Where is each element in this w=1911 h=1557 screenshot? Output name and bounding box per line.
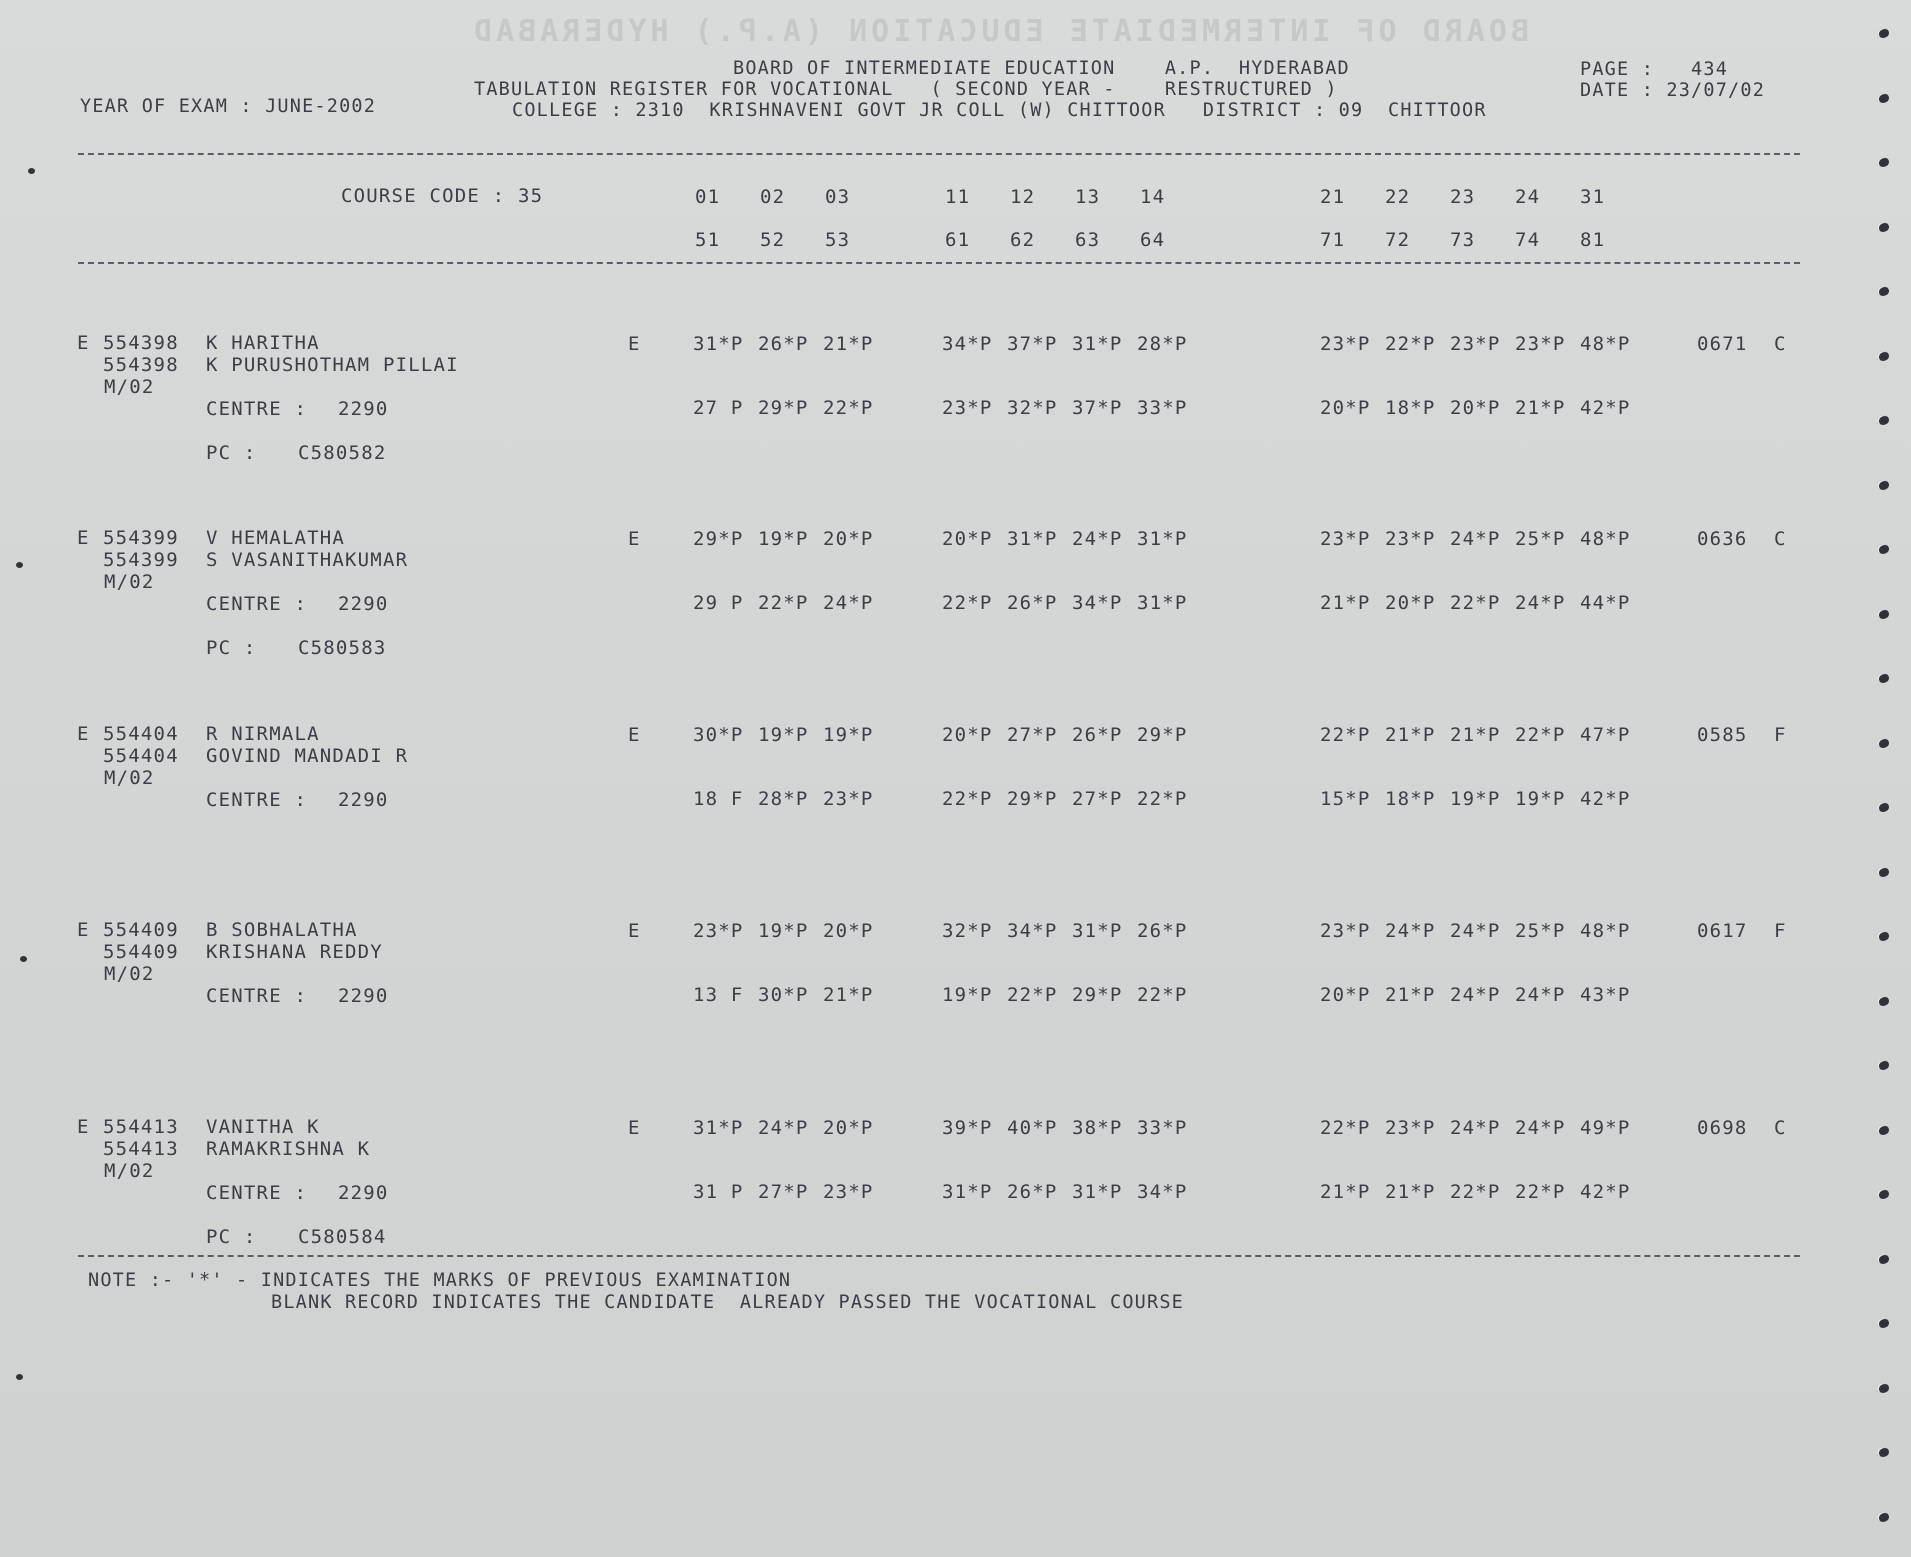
mark-cell: 24*P <box>823 592 874 614</box>
record-prefix: E <box>77 332 90 354</box>
mark-cell: 22*P <box>1137 984 1188 1006</box>
mark-cell: 20*P <box>1450 397 1501 419</box>
mark-cell: 21*P <box>1385 1181 1436 1203</box>
mark-cell: 18 F <box>693 788 744 810</box>
mark-cell: 26*P <box>1007 592 1058 614</box>
centre-code: 2290 <box>338 398 389 420</box>
feed-hole <box>1877 286 1889 296</box>
feed-hole <box>1877 1060 1889 1070</box>
course-code-cell: 61 <box>945 229 971 251</box>
mark-cell: 31*P <box>693 1117 744 1139</box>
total-marks: 0671 <box>1697 333 1748 355</box>
centre-label: CENTRE : <box>206 398 308 420</box>
roll-number: 554413 <box>103 1116 179 1138</box>
centre-code: 2290 <box>338 985 389 1007</box>
pc-label: PC : <box>206 637 257 659</box>
divider-line <box>78 1255 1800 1257</box>
total-marks: 0617 <box>1697 920 1748 942</box>
roll-number-repeat: 554413 <box>103 1138 179 1160</box>
record-prefix: E <box>77 1116 90 1138</box>
result-code: C <box>1774 528 1787 550</box>
course-code-cell: 22 <box>1385 186 1411 208</box>
mark-cell: 19*P <box>758 724 809 746</box>
note-line-1: NOTE :- '*' - INDICATES THE MARKS OF PREVIOUS EXAMINATION <box>88 1270 792 1291</box>
feed-hole <box>1877 157 1889 167</box>
page-number: PAGE : 434 <box>1580 59 1729 80</box>
mark-cell: 24*P <box>758 1117 809 1139</box>
binding-hole <box>28 168 35 174</box>
mark-cell: 22*P <box>758 592 809 614</box>
course-code-cell: 21 <box>1320 186 1346 208</box>
binding-hole <box>20 956 27 962</box>
feed-hole <box>1877 673 1889 683</box>
result-code: C <box>1774 1117 1787 1139</box>
course-code-cell: 13 <box>1075 186 1101 208</box>
course-code-cell: 24 <box>1515 186 1541 208</box>
mark-cell: 33*P <box>1137 1117 1188 1139</box>
result-code: F <box>1774 920 1787 942</box>
mark-cell: 31*P <box>1072 920 1123 942</box>
mark-cell: 21*P <box>1385 984 1436 1006</box>
mark-cell: 21*P <box>1450 724 1501 746</box>
mark-cell: 15*P <box>1320 788 1371 810</box>
mark-cell: 21*P <box>823 333 874 355</box>
feed-hole <box>1877 802 1889 812</box>
mark-cell: 20*P <box>1320 984 1371 1006</box>
course-code-cell: 72 <box>1385 229 1411 251</box>
centre-label: CENTRE : <box>206 1182 308 1204</box>
mark-cell: 29*P <box>758 397 809 419</box>
course-code-cell: 62 <box>1010 229 1036 251</box>
feed-hole <box>1877 738 1889 748</box>
mark-cell: 20*P <box>942 724 993 746</box>
mark-cell: 48*P <box>1580 528 1631 550</box>
candidate-name: VANITHA K <box>206 1116 320 1138</box>
mark-cell: 27*P <box>758 1181 809 1203</box>
mark-cell: 43*P <box>1580 984 1631 1006</box>
roll-number: 554404 <box>103 723 179 745</box>
mark-cell: 22*P <box>1450 1181 1501 1203</box>
mark-cell: 37*P <box>1007 333 1058 355</box>
record-prefix: E <box>77 723 90 745</box>
college-line: COLLEGE : 2310 KRISHNAVENI GOVT JR COLL (W) CHITTOOR DISTRICT : 09 CHITTOOR <box>512 100 1487 121</box>
candidate-name: K HARITHA <box>206 332 320 354</box>
bleed-through-text: BOARD OF INTERMEDIATE EDUCATION (A.P.) HYDERABAD <box>470 14 1529 49</box>
mark-cell: 22*P <box>1450 592 1501 614</box>
mark-cell: 22*P <box>1385 333 1436 355</box>
course-code-cell: 12 <box>1010 186 1036 208</box>
course-code-cell: 02 <box>760 186 786 208</box>
roll-number-repeat: 554399 <box>103 549 179 571</box>
mark-cell: 19*P <box>942 984 993 1006</box>
roll-number-repeat: 554409 <box>103 941 179 963</box>
mark-cell: 22*P <box>1137 788 1188 810</box>
result-code: C <box>1774 333 1787 355</box>
course-code-cell: 64 <box>1140 229 1166 251</box>
course-code-cell: 11 <box>945 186 971 208</box>
mark-cell: 27*P <box>1007 724 1058 746</box>
father-name: RAMAKRISHNA K <box>206 1138 371 1160</box>
feed-hole <box>1877 1383 1889 1393</box>
mark-cell: 27 P <box>693 397 744 419</box>
record-prefix: E <box>77 919 90 941</box>
mark-cell: 18*P <box>1385 397 1436 419</box>
mark-cell: 24*P <box>1450 528 1501 550</box>
mark-cell: 42*P <box>1580 1181 1631 1203</box>
binding-hole <box>16 1374 23 1380</box>
mark-cell: 37*P <box>1072 397 1123 419</box>
mark-cell: 25*P <box>1515 920 1566 942</box>
course-code-cell: 81 <box>1580 229 1606 251</box>
mark-cell: 20*P <box>823 1117 874 1139</box>
mark-cell: 33*P <box>1137 397 1188 419</box>
mark-cell: 29*P <box>1007 788 1058 810</box>
mark-cell: 38*P <box>1072 1117 1123 1139</box>
mark-cell: 24*P <box>1072 528 1123 550</box>
board-title: BOARD OF INTERMEDIATE EDUCATION A.P. HYDERABAD <box>733 58 1350 79</box>
centre-label: CENTRE : <box>206 985 308 1007</box>
month-year: M/02 <box>104 376 155 398</box>
feed-hole <box>1877 931 1889 941</box>
mark-cell: 23*P <box>1450 333 1501 355</box>
father-name: K PURUSHOTHAM PILLAI <box>206 354 459 376</box>
mark-cell: 39*P <box>942 1117 993 1139</box>
mark-cell: 28*P <box>1137 333 1188 355</box>
year-of-exam: YEAR OF EXAM : JUNE-2002 <box>80 96 377 117</box>
mark-cell: 21*P <box>1385 724 1436 746</box>
mark-cell: 32*P <box>942 920 993 942</box>
mark-cell: 26*P <box>1072 724 1123 746</box>
mark-cell: 22*P <box>1007 984 1058 1006</box>
course-code-cell: 52 <box>760 229 786 251</box>
mark-cell: 31*P <box>1137 592 1188 614</box>
candidate-name: V HEMALATHA <box>206 527 346 549</box>
course-code-cell: 71 <box>1320 229 1346 251</box>
mark-cell: 34*P <box>942 333 993 355</box>
pc-number: C580584 <box>298 1226 387 1248</box>
mark-cell: 47*P <box>1580 724 1631 746</box>
mark-cell: 22*P <box>823 397 874 419</box>
mark-cell: 24*P <box>1515 984 1566 1006</box>
print-date: DATE : 23/07/02 <box>1580 80 1766 101</box>
mark-cell: 24*P <box>1515 1117 1566 1139</box>
feed-hole <box>1877 1254 1889 1264</box>
binding-hole <box>16 562 23 568</box>
mark-cell: 49*P <box>1580 1117 1631 1139</box>
course-code: COURSE CODE : 35 <box>341 185 544 207</box>
mark-cell: 29*P <box>693 528 744 550</box>
mark-cell: 42*P <box>1580 397 1631 419</box>
result-code: F <box>1774 724 1787 746</box>
mark-cell: 29 P <box>693 592 744 614</box>
month-year: M/02 <box>104 1160 155 1182</box>
mark-cell: 25*P <box>1515 528 1566 550</box>
mark-cell: 22*P <box>942 592 993 614</box>
month-year: M/02 <box>104 767 155 789</box>
mark-cell: 26*P <box>758 333 809 355</box>
mark-cell: 31*P <box>1007 528 1058 550</box>
centre-code: 2290 <box>338 1182 389 1204</box>
mark-cell: 24*P <box>1450 1117 1501 1139</box>
mark-cell: 22*P <box>1320 724 1371 746</box>
feed-hole <box>1877 93 1889 103</box>
register-title: TABULATION REGISTER FOR VOCATIONAL ( SECOND YEAR - RESTRUCTURED ) <box>474 79 1338 100</box>
mark-cell: 18*P <box>1385 788 1436 810</box>
mark-cell: 22*P <box>1515 1181 1566 1203</box>
divider-line <box>78 262 1800 264</box>
feed-hole <box>1877 480 1889 490</box>
course-code-cell: 31 <box>1580 186 1606 208</box>
centre-label: CENTRE : <box>206 593 308 615</box>
mark-cell: 22*P <box>1320 1117 1371 1139</box>
mark-cell: 26*P <box>1007 1181 1058 1203</box>
course-code-cell: 14 <box>1140 186 1166 208</box>
mark-cell: 20*P <box>942 528 993 550</box>
feed-hole <box>1877 867 1889 877</box>
candidate-name: B SOBHALATHA <box>206 919 358 941</box>
mark-cell: 23*P <box>1320 333 1371 355</box>
feed-hole <box>1877 544 1889 554</box>
mark-cell: 20*P <box>823 528 874 550</box>
centre-code: 2290 <box>338 789 389 811</box>
medium-code: E <box>628 920 641 942</box>
course-code-cell: 63 <box>1075 229 1101 251</box>
feed-hole <box>1877 1318 1889 1328</box>
pc-number: C580582 <box>298 442 387 464</box>
mark-cell: 22*P <box>1515 724 1566 746</box>
divider-line <box>78 153 1800 155</box>
mark-cell: 29*P <box>1072 984 1123 1006</box>
mark-cell: 19*P <box>758 920 809 942</box>
mark-cell: 30*P <box>758 984 809 1006</box>
mark-cell: 21*P <box>1320 1181 1371 1203</box>
course-code-cell: 73 <box>1450 229 1476 251</box>
mark-cell: 23*P <box>1515 333 1566 355</box>
mark-cell: 21*P <box>1515 397 1566 419</box>
mark-cell: 19*P <box>1450 788 1501 810</box>
medium-code: E <box>628 1117 641 1139</box>
mark-cell: 23*P <box>823 788 874 810</box>
mark-cell: 19*P <box>823 724 874 746</box>
medium-code: E <box>628 528 641 550</box>
feed-hole <box>1877 28 1889 38</box>
mark-cell: 23*P <box>1320 528 1371 550</box>
mark-cell: 34*P <box>1007 920 1058 942</box>
mark-cell: 13 F <box>693 984 744 1006</box>
mark-cell: 44*P <box>1580 592 1631 614</box>
roll-number: 554409 <box>103 919 179 941</box>
feed-hole <box>1877 222 1889 232</box>
roll-number-repeat: 554398 <box>103 354 179 376</box>
mark-cell: 24*P <box>1450 920 1501 942</box>
mark-cell: 31*P <box>693 333 744 355</box>
course-code-cell: 01 <box>695 186 721 208</box>
total-marks: 0636 <box>1697 528 1748 550</box>
course-code-cell: 23 <box>1450 186 1476 208</box>
mark-cell: 20*P <box>1320 397 1371 419</box>
mark-cell: 48*P <box>1580 920 1631 942</box>
mark-cell: 34*P <box>1137 1181 1188 1203</box>
mark-cell: 20*P <box>1385 592 1436 614</box>
feed-hole <box>1877 415 1889 425</box>
month-year: M/02 <box>104 571 155 593</box>
feed-hole <box>1877 996 1889 1006</box>
centre-code: 2290 <box>338 593 389 615</box>
mark-cell: 21*P <box>1320 592 1371 614</box>
mark-cell: 31*P <box>1072 1181 1123 1203</box>
course-code-cell: 74 <box>1515 229 1541 251</box>
mark-cell: 21*P <box>823 984 874 1006</box>
mark-cell: 19*P <box>1515 788 1566 810</box>
mark-cell: 31*P <box>1072 333 1123 355</box>
mark-cell: 32*P <box>1007 397 1058 419</box>
mark-cell: 19*P <box>758 528 809 550</box>
total-marks: 0698 <box>1697 1117 1748 1139</box>
mark-cell: 30*P <box>693 724 744 746</box>
mark-cell: 23*P <box>1320 920 1371 942</box>
centre-label: CENTRE : <box>206 789 308 811</box>
pc-number: C580583 <box>298 637 387 659</box>
feed-hole <box>1877 1447 1889 1457</box>
month-year: M/02 <box>104 963 155 985</box>
father-name: GOVIND MANDADI R <box>206 745 409 767</box>
mark-cell: 23*P <box>693 920 744 942</box>
roll-number-repeat: 554404 <box>103 745 179 767</box>
pc-label: PC : <box>206 442 257 464</box>
mark-cell: 29*P <box>1137 724 1188 746</box>
mark-cell: 24*P <box>1515 592 1566 614</box>
feed-hole <box>1877 351 1889 361</box>
mark-cell: 20*P <box>823 920 874 942</box>
father-name: KRISHANA REDDY <box>206 941 383 963</box>
mark-cell: 34*P <box>1072 592 1123 614</box>
mark-cell: 28*P <box>758 788 809 810</box>
course-code-cell: 51 <box>695 229 721 251</box>
mark-cell: 31 P <box>693 1181 744 1203</box>
course-code-cell: 03 <box>825 186 851 208</box>
mark-cell: 23*P <box>942 397 993 419</box>
medium-code: E <box>628 724 641 746</box>
mark-cell: 23*P <box>1385 1117 1436 1139</box>
mark-cell: 22*P <box>942 788 993 810</box>
mark-cell: 26*P <box>1137 920 1188 942</box>
pc-label: PC : <box>206 1226 257 1248</box>
mark-cell: 31*P <box>1137 528 1188 550</box>
mark-cell: 24*P <box>1450 984 1501 1006</box>
medium-code: E <box>628 333 641 355</box>
roll-number: 554399 <box>103 527 179 549</box>
mark-cell: 27*P <box>1072 788 1123 810</box>
feed-hole <box>1877 1512 1889 1522</box>
feed-hole <box>1877 1189 1889 1199</box>
mark-cell: 42*P <box>1580 788 1631 810</box>
note-line-2: BLANK RECORD INDICATES THE CANDIDATE ALREADY PASSED THE VOCATIONAL COURSE <box>271 1292 1185 1313</box>
mark-cell: 48*P <box>1580 333 1631 355</box>
feed-hole <box>1877 609 1889 619</box>
mark-cell: 23*P <box>1385 528 1436 550</box>
feed-hole <box>1877 1125 1889 1135</box>
father-name: S VASANITHAKUMAR <box>206 549 409 571</box>
record-prefix: E <box>77 527 90 549</box>
candidate-name: R NIRMALA <box>206 723 320 745</box>
course-code-cell: 53 <box>825 229 851 251</box>
mark-cell: 23*P <box>823 1181 874 1203</box>
mark-cell: 31*P <box>942 1181 993 1203</box>
roll-number: 554398 <box>103 332 179 354</box>
mark-cell: 40*P <box>1007 1117 1058 1139</box>
mark-cell: 24*P <box>1385 920 1436 942</box>
total-marks: 0585 <box>1697 724 1748 746</box>
